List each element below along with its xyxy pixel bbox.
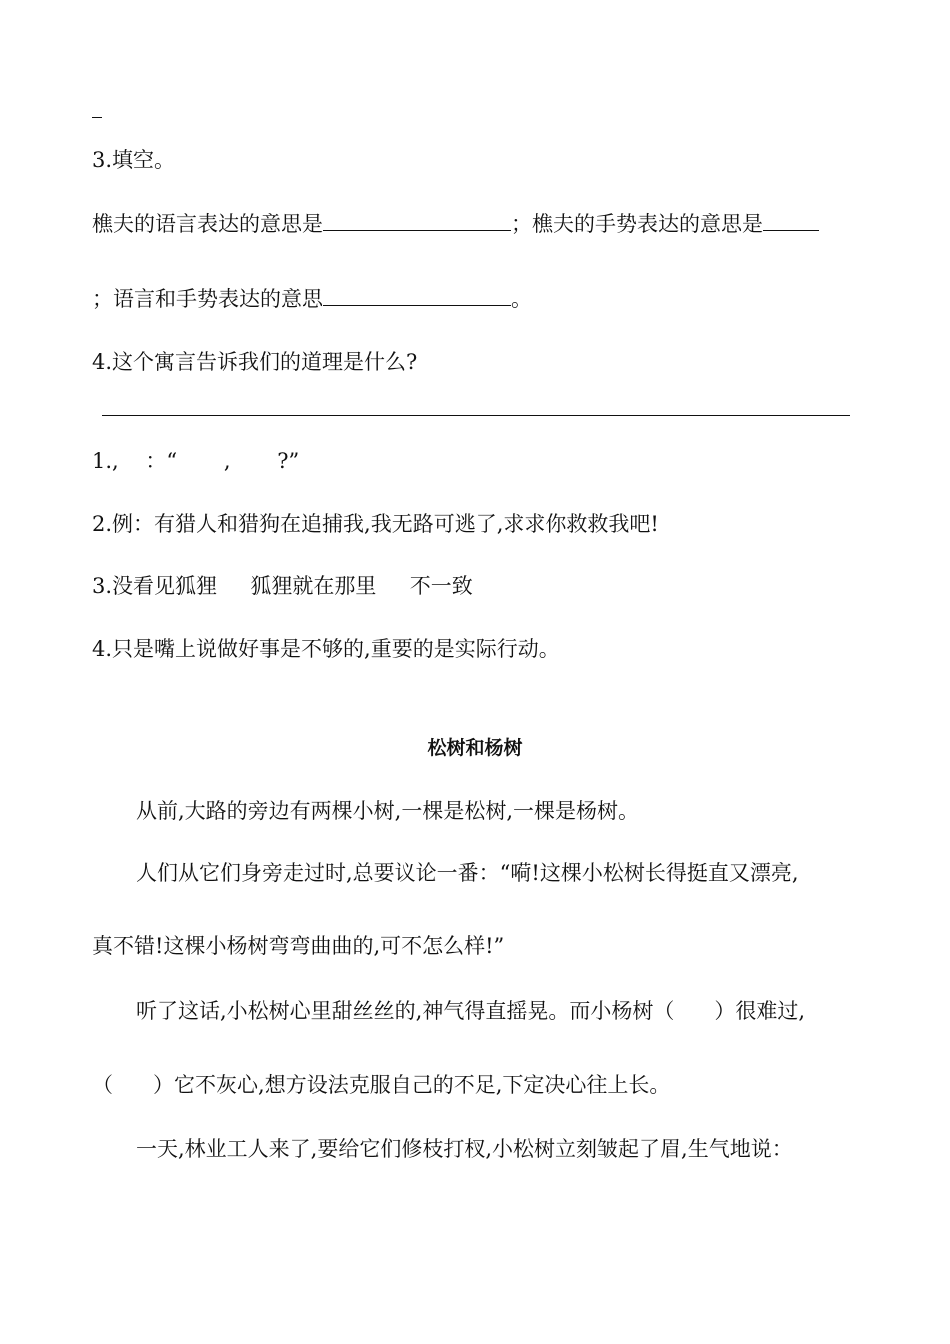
- question-3-text-end: 。: [511, 287, 532, 311]
- story-paragraph-1: 从前,大路的旁边有两棵小树,一棵是松树,一棵是杨树。: [136, 799, 640, 823]
- question-3-line-2: [92, 285, 532, 313]
- story-title: 松树和杨树: [427, 737, 523, 759]
- answer-2: 2.例：有猎人和猎狗在追捕我,我无路可逃了,求求你救救我吧!: [92, 512, 659, 536]
- answer-blank-gesture[interactable]: [763, 210, 819, 231]
- question-3-text-gesture: ；樵夫的手势表达的意思是: [511, 212, 763, 236]
- story-paragraph-2-line-2: 真不错!这棵小杨树弯弯曲曲的,可不怎么样!”: [92, 934, 505, 958]
- answer-3: 3.没看见狐狸 狐狸就在那里 不一致: [92, 574, 473, 598]
- question-3-text-meaning: ；语言和手势表达的意思: [92, 287, 323, 311]
- story-paragraph-2-line-1: 人们从它们身旁走过时,总要议论一番：“嗬!这棵小松树长得挺直又漂亮,: [136, 861, 799, 885]
- answer-blank-language[interactable]: [323, 210, 511, 231]
- question-3-line-1: [92, 210, 819, 238]
- stray-dash-mark: [92, 117, 102, 118]
- question-3-title: 3.填空。: [92, 148, 176, 172]
- answer-1: 1., ：“ , ?”: [92, 449, 300, 473]
- answer-line-question-4[interactable]: [102, 415, 850, 416]
- answer-blank-meaning[interactable]: [323, 285, 511, 306]
- story-paragraph-3-line-2: （ ）它不灰心,想方设法克服自己的不足,下定决心往上长。: [92, 1073, 671, 1097]
- answer-4: 4.只是嘴上说做好事是不够的,重要的是实际行动。: [92, 637, 560, 661]
- story-paragraph-3-line-1: 听了这话,小松树心里甜丝丝的,神气得直摇晃。而小杨树（ ）很难过,: [136, 999, 806, 1023]
- question-4-title: 4.这个寓言告诉我们的道理是什么?: [92, 350, 418, 374]
- story-paragraph-4: 一天,林业工人来了,要给它们修枝打杈,小松树立刻皱起了眉,生气地说：: [136, 1137, 793, 1161]
- question-3-text-language: 樵夫的语言表达的意思是: [92, 212, 323, 236]
